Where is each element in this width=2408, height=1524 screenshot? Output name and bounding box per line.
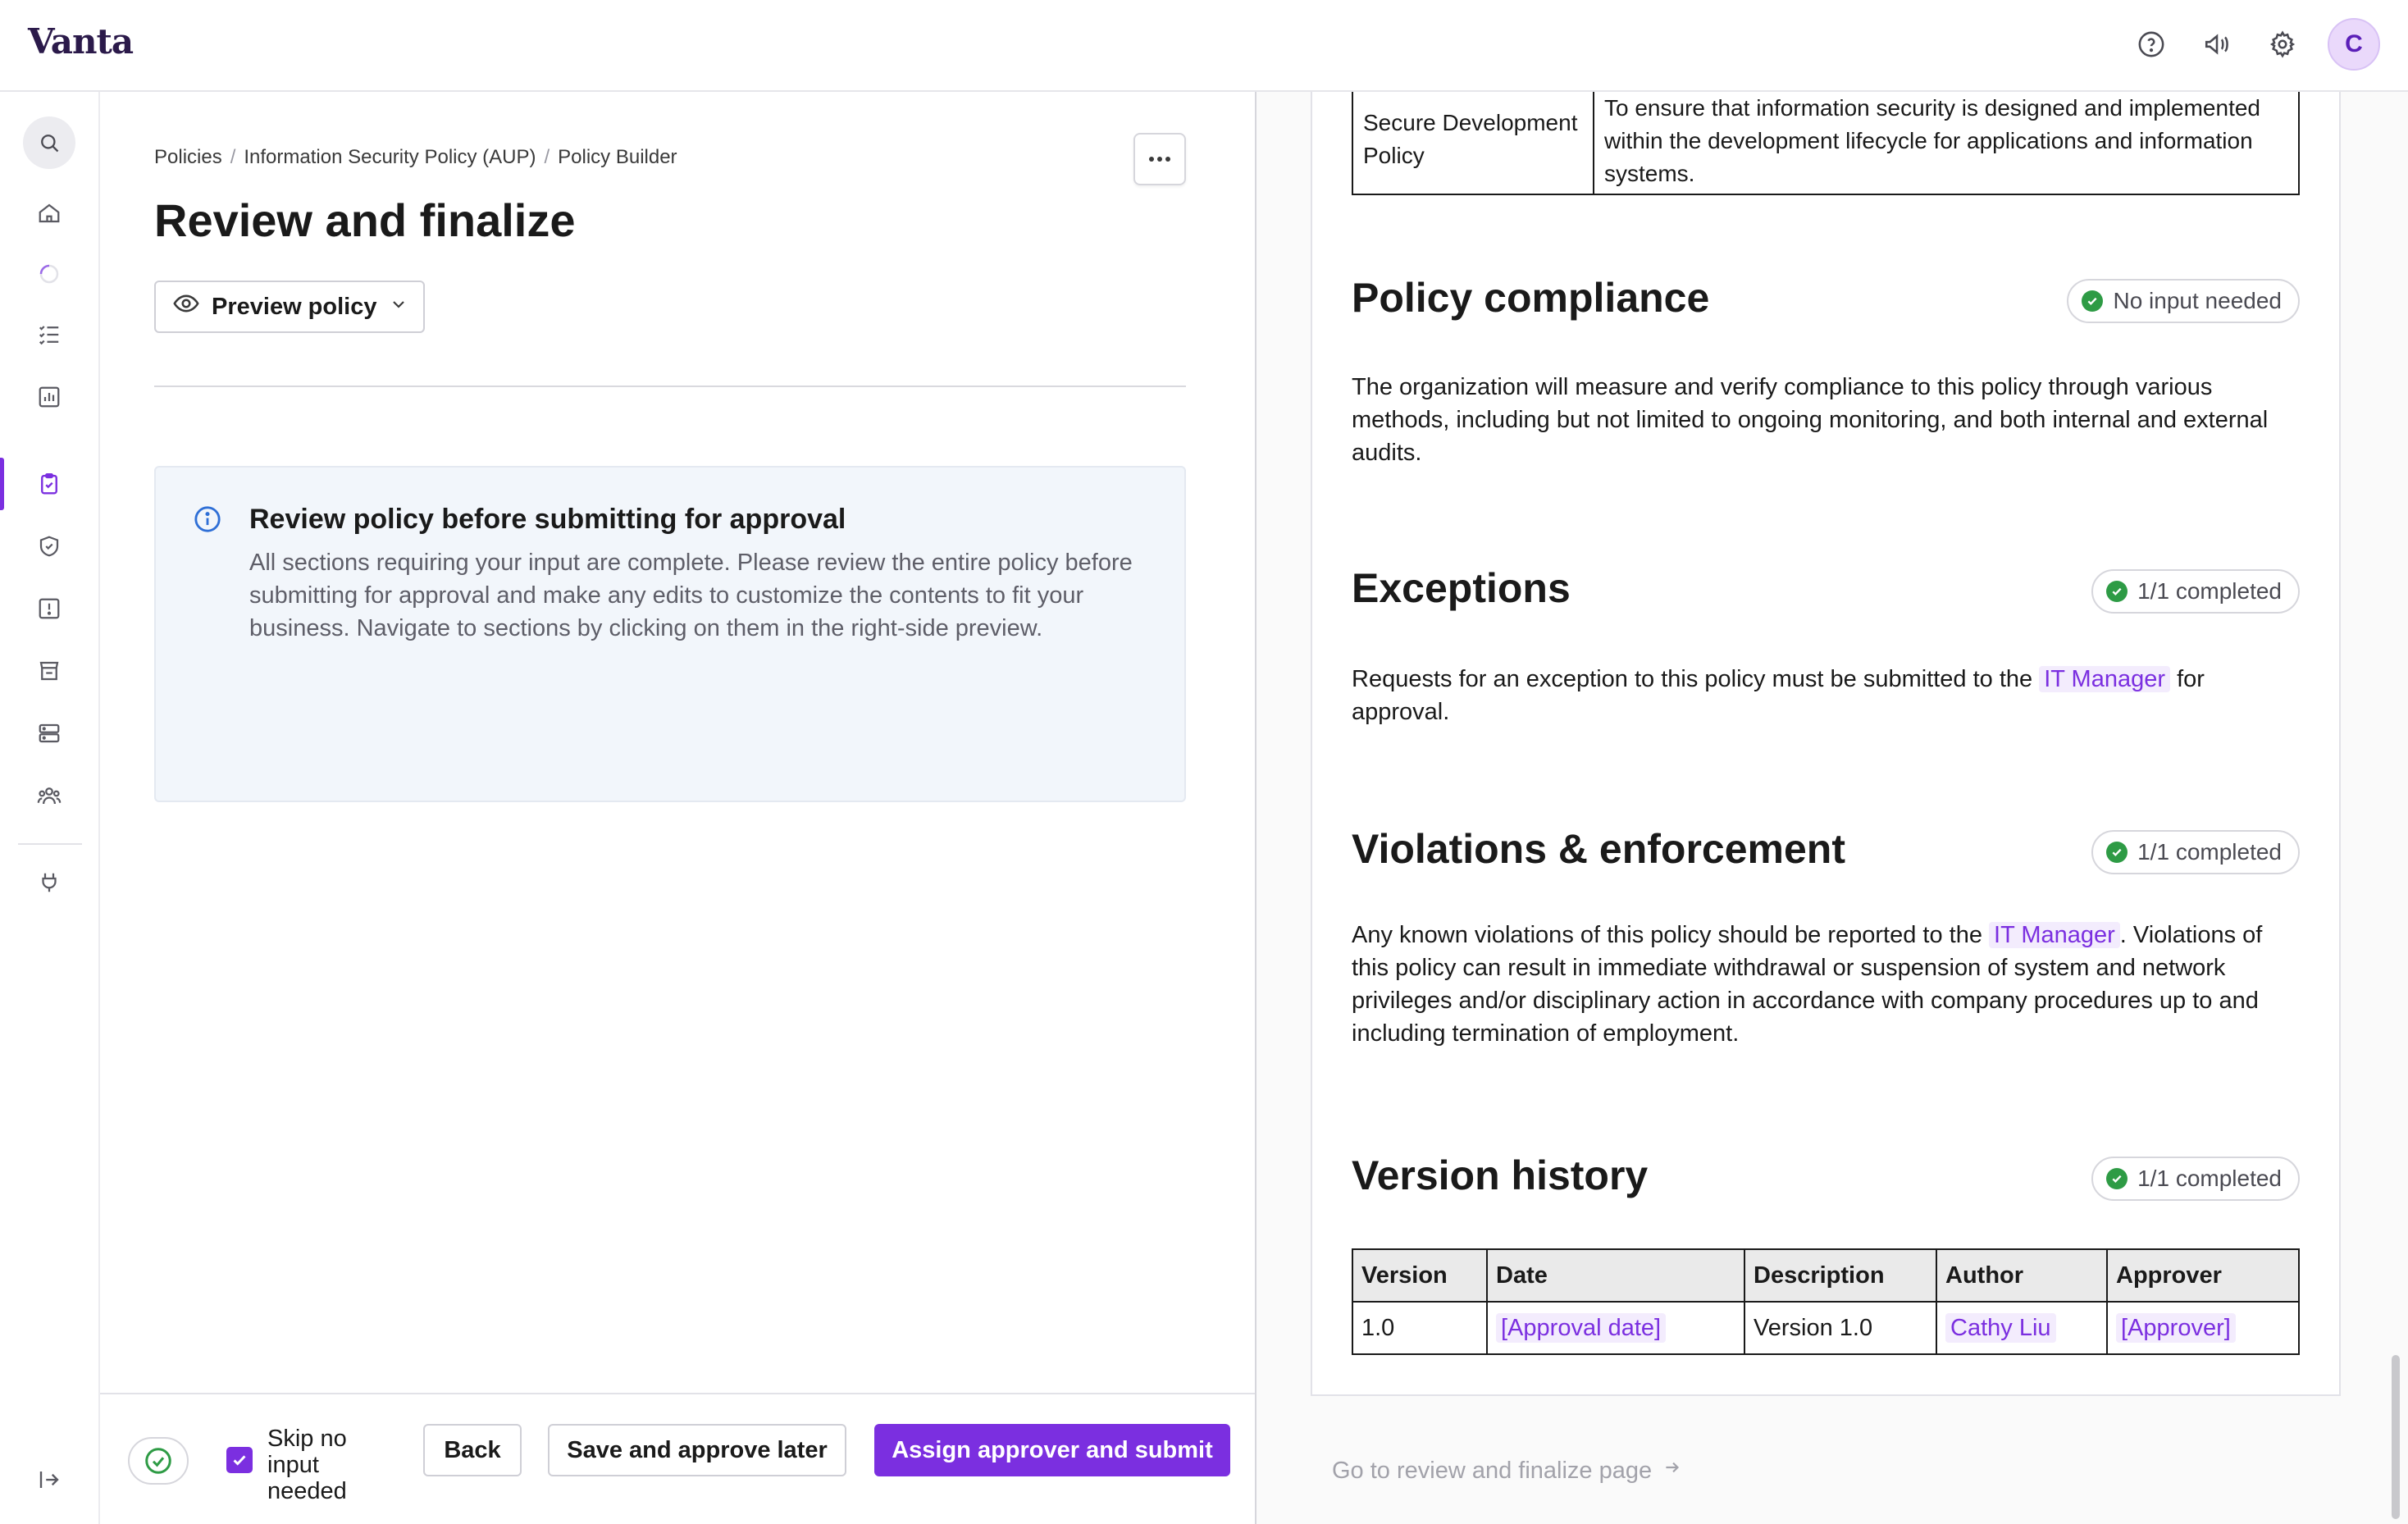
status-badge bbox=[2091, 1157, 2300, 1201]
variable-chip[interactable]: [Approver] bbox=[2116, 1313, 2236, 1343]
go-to-review-link[interactable] bbox=[1332, 1457, 1683, 1485]
skip-no-input-toggle[interactable] bbox=[226, 1426, 366, 1504]
table-header-row bbox=[1352, 1249, 2299, 1302]
save-approve-later-button[interactable]: Save and approve later bbox=[548, 1424, 846, 1476]
section-text bbox=[1352, 919, 2303, 1050]
status-badge bbox=[2091, 569, 2300, 614]
review-info-callout bbox=[154, 466, 1186, 802]
risks-icon[interactable] bbox=[23, 582, 75, 635]
preview-policy-label: Preview policy bbox=[212, 293, 377, 320]
page-title: Review and finalize bbox=[154, 194, 576, 246]
badge-label: No input needed bbox=[2113, 288, 2282, 313]
badge-label: 1/1 completed bbox=[2137, 1166, 2282, 1191]
text-segment: . Violations of this policy can result in immediate withdrawal or suspension of system and network privileges and/or disciplinary action in accordance with company procedures up to and including termination of employment. bbox=[1352, 922, 2263, 1047]
column-header: Date bbox=[1487, 1249, 1744, 1302]
text-segment: for approval. bbox=[1352, 666, 2205, 725]
section-text bbox=[1352, 663, 2303, 728]
vendors-icon[interactable] bbox=[23, 645, 75, 697]
check-circle-icon bbox=[144, 1446, 173, 1476]
sidebar-nav bbox=[0, 92, 100, 1524]
policy-document bbox=[1311, 92, 2341, 1396]
check-icon bbox=[2106, 842, 2128, 863]
status-badge bbox=[2091, 830, 2300, 874]
status-badge bbox=[2067, 279, 2300, 323]
variable-chip[interactable]: Cathy Liu bbox=[1945, 1313, 2056, 1343]
column-header: Version bbox=[1352, 1249, 1487, 1302]
more-options-button[interactable] bbox=[1133, 133, 1186, 185]
policy-description-cell: To ensure that information security is designed and implemented within the development lifecycle for applications and information systems. bbox=[1604, 95, 2260, 186]
variable-chip[interactable]: [Approval date] bbox=[1496, 1313, 1666, 1343]
breadcrumb bbox=[154, 146, 677, 169]
section-title-exceptions[interactable]: Exceptions bbox=[1352, 565, 1571, 611]
active-indicator bbox=[0, 458, 4, 510]
breadcrumb-item-builder: Policy Builder bbox=[558, 146, 677, 168]
policy-preview bbox=[1255, 92, 2408, 1524]
skip-label: Skip no input needed bbox=[267, 1426, 347, 1504]
divider bbox=[154, 386, 1186, 387]
controls-icon[interactable] bbox=[23, 520, 75, 573]
section-title-policy-compliance[interactable]: Policy compliance bbox=[1352, 275, 1710, 321]
skip-checkbox[interactable] bbox=[226, 1447, 253, 1473]
policy-table-row bbox=[1352, 92, 2300, 195]
home-icon[interactable] bbox=[23, 187, 75, 240]
variable-chip[interactable]: IT Manager bbox=[1989, 922, 2120, 948]
column-header: Approver bbox=[2107, 1249, 2299, 1302]
badge-label: 1/1 completed bbox=[2137, 578, 2282, 604]
preview-policy-dropdown[interactable] bbox=[154, 281, 425, 333]
top-actions bbox=[2131, 18, 2380, 71]
breadcrumb-separator: / bbox=[544, 146, 550, 168]
text-segment: Any known violations of this policy should be reported to the bbox=[1352, 922, 1982, 948]
table-cell bbox=[2107, 1302, 2299, 1354]
user-avatar[interactable]: C bbox=[2328, 18, 2380, 71]
loading-icon bbox=[23, 248, 75, 300]
scrollbar[interactable] bbox=[2392, 1355, 2400, 1519]
sidebar-divider bbox=[18, 843, 82, 845]
eye-icon bbox=[172, 290, 200, 324]
table-cell bbox=[1487, 1302, 1744, 1354]
top-bar bbox=[0, 0, 2408, 92]
column-header: Author bbox=[1936, 1249, 2107, 1302]
settings-icon[interactable] bbox=[2262, 24, 2303, 65]
breadcrumb-item-policy[interactable]: Information Security Policy (AUP) bbox=[244, 146, 536, 168]
people-icon[interactable] bbox=[23, 769, 75, 822]
column-header: Description bbox=[1744, 1249, 1936, 1302]
version-history-table bbox=[1352, 1248, 2300, 1355]
table-row bbox=[1352, 1302, 2299, 1354]
checkmark-icon bbox=[230, 1451, 249, 1469]
table-cell: Version 1.0 bbox=[1744, 1302, 1936, 1354]
chevron-down-icon bbox=[389, 294, 408, 321]
announcement-icon[interactable] bbox=[2196, 24, 2237, 65]
policies-icon[interactable] bbox=[23, 458, 75, 510]
check-icon bbox=[2082, 290, 2103, 312]
action-footer bbox=[100, 1393, 1255, 1524]
check-icon bbox=[2106, 1168, 2128, 1189]
text-segment: Requests for an exception to this policy must be submitted to the bbox=[1352, 666, 2033, 692]
reports-icon[interactable] bbox=[23, 371, 75, 423]
assign-approver-submit-button[interactable]: Assign approver and submit bbox=[874, 1424, 1230, 1476]
check-icon bbox=[2106, 581, 2128, 602]
integrations-icon[interactable] bbox=[23, 856, 75, 909]
policy-name-cell: Secure Development Policy bbox=[1353, 92, 1594, 194]
ellipsis-icon bbox=[1148, 156, 1171, 162]
assets-icon[interactable] bbox=[23, 707, 75, 760]
search-icon[interactable] bbox=[23, 116, 75, 169]
tasks-icon[interactable] bbox=[23, 308, 75, 361]
completion-status[interactable] bbox=[128, 1437, 189, 1485]
help-icon[interactable] bbox=[2131, 24, 2172, 65]
badge-label: 1/1 completed bbox=[2137, 839, 2282, 865]
go-link-label: Go to review and finalize page bbox=[1332, 1457, 1653, 1484]
section-text: The organization will measure and verify compliance to this policy through various methods, including but not limited to ongoing monitoring, and both internal and external audits. bbox=[1352, 374, 2269, 466]
info-text: All sections requiring your input are complete. Please review the entire policy before submitting for approval and make any edits to customize the contents to fit your business. Navigate to sections by clicking on them in the right-side preview. bbox=[249, 550, 1133, 641]
table-cell: 1.0 bbox=[1352, 1302, 1487, 1354]
vanta-logo[interactable]: Vanta bbox=[28, 21, 134, 62]
arrow-right-icon bbox=[1662, 1457, 1683, 1485]
policy-builder-panel bbox=[100, 92, 1255, 1524]
breadcrumb-separator: / bbox=[230, 146, 236, 168]
section-title-violations[interactable]: Violations & enforcement bbox=[1352, 826, 1845, 872]
section-title-version-history[interactable]: Version history bbox=[1352, 1152, 1649, 1198]
info-icon bbox=[194, 505, 221, 537]
table-cell bbox=[1936, 1302, 2107, 1354]
breadcrumb-item-policies[interactable]: Policies bbox=[154, 146, 222, 168]
variable-chip[interactable]: IT Manager bbox=[2039, 666, 2170, 692]
info-title: Review policy before submitting for approval bbox=[249, 504, 846, 535]
back-button[interactable]: Back bbox=[423, 1424, 522, 1476]
collapse-icon[interactable] bbox=[23, 1453, 75, 1506]
